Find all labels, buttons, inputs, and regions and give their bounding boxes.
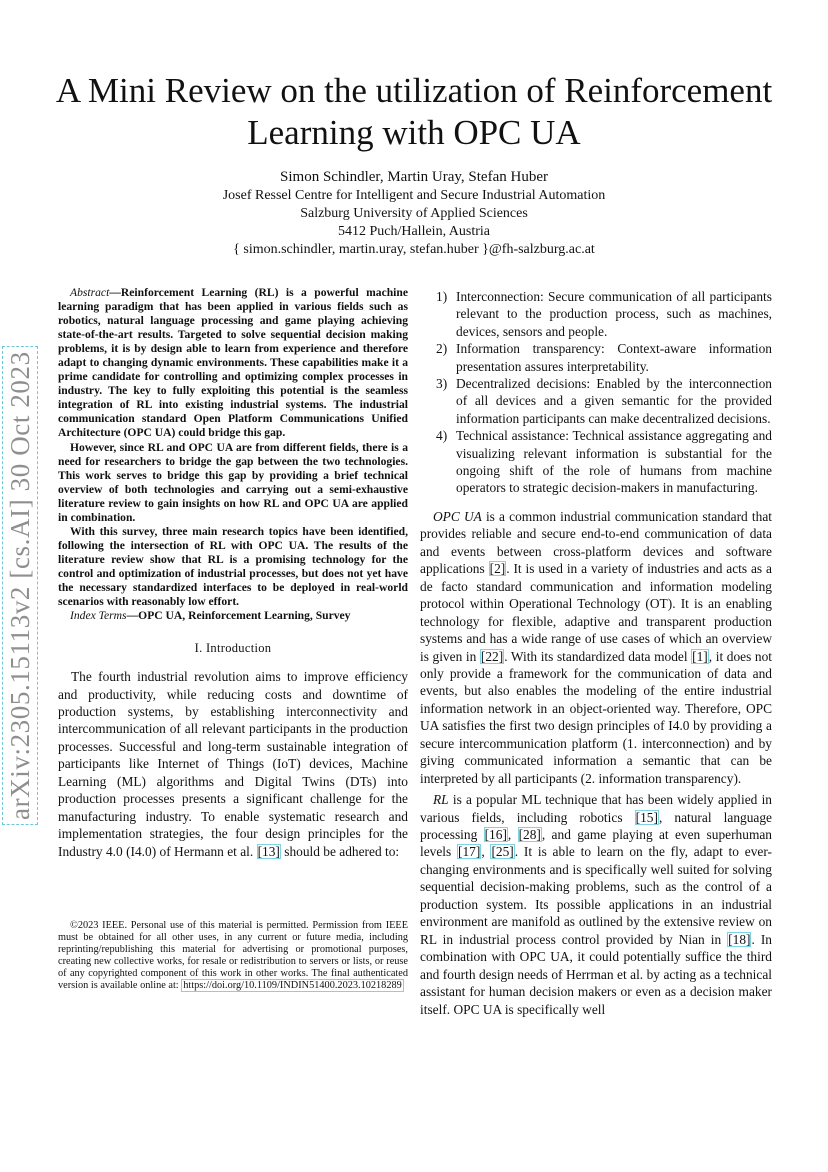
author-emails: { simon.schindler, martin.uray, stefan.huber }@fh-salzburg.ac.at [233, 242, 595, 257]
citation-link[interactable]: [16] [484, 827, 507, 843]
citation-link[interactable]: [17] [458, 844, 481, 860]
rl-term: RL [433, 792, 449, 808]
index-terms [58, 609, 408, 623]
author-block [100, 168, 728, 259]
intro-text-a: The fourth industrial revolution aims to improve efficiency and productivity, while reducing costs and downtime of production systems, by establishing interconnectivity and intercommunication of all relevant participants in the production processes. Successful and long-term sustainable integration of participants like Internet of Things (IoT) devices, Machine Learning (ML) algorithms and Digital Twins (DTs) into production processes presents a significant challenge for the manufacturing industry. To enable systematic research and implementation strategies, the four design principles for the Industry 4.0 (I4.0) of Hermann et al. [58, 669, 408, 859]
abstract-text-1: Reinforcement Learning (RL) is a powerful machine learning paradigm that has been applied in various fields such as robotics, natural language processing and game playing achieving state-of-the-art results. Targeted to solve sequential decision making problems, it is by design able to learn from experience and therefore adapt to changing dynamic environments. These capabilities make it a prime candidate for controlling and optimizing complex processes in industry. The key to fully exploiting this potential is the seamless integration of RL into existing industrial systems. The industrial communication standard Open Platform Communications Unified Architecture (OPC UA) could bridge this gap. [58, 286, 408, 440]
rl-text: , natural language processing [420, 809, 772, 843]
citation-link[interactable]: [13] [257, 843, 280, 859]
abstract-paragraph-2: However, since RL and OPC UA are from different fields, there is a need for researchers to bridge the gap between the two technologies. This work serves to bridge this gap by providing a brief technical overview of both technologies and carrying out a semi-exhaustive literature review to gain insights on how RL and OPC UA are applied in combination. [58, 440, 408, 524]
section-heading-introduction: I. Introduction [194, 641, 272, 656]
intro-text-b: should be adhered to: [280, 843, 400, 859]
opcua-text: . With its standardized data model [504, 648, 692, 664]
list-number: 3) [436, 376, 448, 392]
rl-text: is a popular ML technique that has been widely applied in various fields, including robotics [420, 792, 772, 825]
rl-text: , and game playing at even superhuman levels [420, 827, 773, 860]
opcua-paragraph [420, 508, 772, 787]
affiliation-centre: Josef Ressel Centre for Intelligent and Secure Industrial Automation [222, 188, 606, 203]
list-item [420, 427, 772, 497]
abstract-paragraph-1 [58, 286, 408, 441]
citation-link[interactable]: [15] [635, 809, 658, 825]
affiliation-address: 5412 Puch/Hallein, Austria [337, 224, 491, 239]
list-number: 4) [436, 428, 448, 444]
list-number: 1) [436, 289, 448, 304]
copyright-footnote [58, 920, 408, 993]
list-text: Technical assistance: Technical assistance aggregating and visualizing relevant information is substantial for the ongoing shift of the role of humans from machine operators to strategic decision-makers in manufacturing. [456, 428, 772, 496]
abstract-label: Abstract [70, 286, 110, 299]
abstract-dash: — [109, 286, 121, 299]
list-item [420, 288, 772, 340]
copyright-text [58, 920, 408, 993]
design-principles-list [420, 288, 772, 497]
opcua-text: is a common industrial communication standard that provides reliable and secure end-to-end communication of data and events between cross-platform devices and software applications [420, 508, 772, 577]
rl-text: . It is able to learn on the fly, adapt to ever-changing environments and is specifically well suited for solving sequential decision-making problems, such as the control of a production system. Its possible applications in an industrial environment are manifold as outlined by the extensive review on RL in industrial process control provided by Nian in [420, 844, 772, 947]
list-text: Decentralized decisions: Enabled by the interconnection of all devices and a given semantic for the provided information participants can make decentralized decisions. [456, 376, 772, 426]
citation-link[interactable]: [28] [518, 827, 541, 843]
list-text: Interconnection: Secure communication of all participants relevant to the production process, such as machines, devices, sensors and people. [456, 289, 772, 339]
abstract-paragraph-3: With this survey, three main research topics have been identified, following the intersection of RL with OPC UA. The results of the literature review show that RL is a promising technology for the control and optimization of industrial processes, but does not yet have the necessary standardized interfaces to be deployed in real-world scenarios with reasonably low effort. [58, 524, 408, 609]
left-column [58, 286, 408, 860]
author-names: Simon Schindler, Martin Uray, Stefan Huber [280, 169, 548, 185]
introduction-body [58, 668, 408, 860]
citation-link[interactable]: [18] [728, 931, 751, 947]
rl-text: , [507, 827, 518, 843]
list-text: Information transparency: Context-aware information presentation assures interpretability. [456, 341, 772, 374]
abstract [58, 286, 408, 623]
right-column [420, 288, 772, 1018]
citation-link[interactable]: [25] [491, 844, 514, 860]
doi-link[interactable]: https://doi.org/10.1109/INDIN51400.2023.10218289 [183, 980, 402, 992]
opcua-text: . It is used in a variety of industries and acts as a de facto standard communication and information modeling protocol within Operational Technology (OT). It is an enabling technology for flexible, adaptive and transparent production systems and has a wide range of use cases of which an overview is given in [420, 561, 772, 664]
paper-title: A Mini Review on the utilization of Reinforcement Learning with OPC UA [55, 71, 773, 152]
index-terms-dash: — [126, 609, 139, 623]
opcua-text: , it does not only provide a framework for the communication of data and events, but also enables the modeling of the entire industrial information network in an object-oriented way. Therefore, OPC UA satisfies the first two design principles of I4.0 by providing a secure intercommunication platform (1. interconnection) and by giving communicated information a semantic that can be interpreted by all participants (2. information transparency). [420, 648, 772, 786]
opcua-term: OPC UA [433, 508, 482, 524]
rl-text: . In combination with OPC UA, it could potentially suffice the third and fourth design needs of Herrman et al. by acting as a technical assistant for human decision makers or even as a decision maker itself. OPC UA is specifically well [420, 931, 772, 1017]
introduction-paragraph-1 [58, 668, 408, 860]
citation-link[interactable]: [1] [692, 648, 708, 664]
citation-link[interactable]: [22] [480, 648, 504, 664]
rl-text: , [481, 844, 491, 860]
rl-paragraph [420, 791, 772, 1018]
citation-link[interactable]: [2] [489, 561, 506, 577]
index-terms-text: OPC UA, Reinforcement Learning, Survey [138, 609, 351, 623]
list-item [420, 340, 772, 375]
copyright-statement: ©2023 IEEE. Personal use of this material is permitted. Permission from IEEE must be obtained for all other uses, in any current or future media, including reprinting/republishing this material for advertising or promotional purposes, creating new collective works, for resale or redistribution to servers or lists, or reuse of any copyrighted component of this work in other works. The final authenticated version is available online at: [58, 920, 408, 992]
list-number: 2) [436, 341, 448, 357]
list-item [420, 375, 772, 427]
affiliation-university: Salzburg University of Applied Sciences [300, 206, 528, 221]
index-terms-label: Index Terms [70, 609, 127, 623]
arxiv-id[interactable]: arXiv:2305.15113v2 [cs.AI] 30 Oct 2023 [2, 346, 38, 825]
